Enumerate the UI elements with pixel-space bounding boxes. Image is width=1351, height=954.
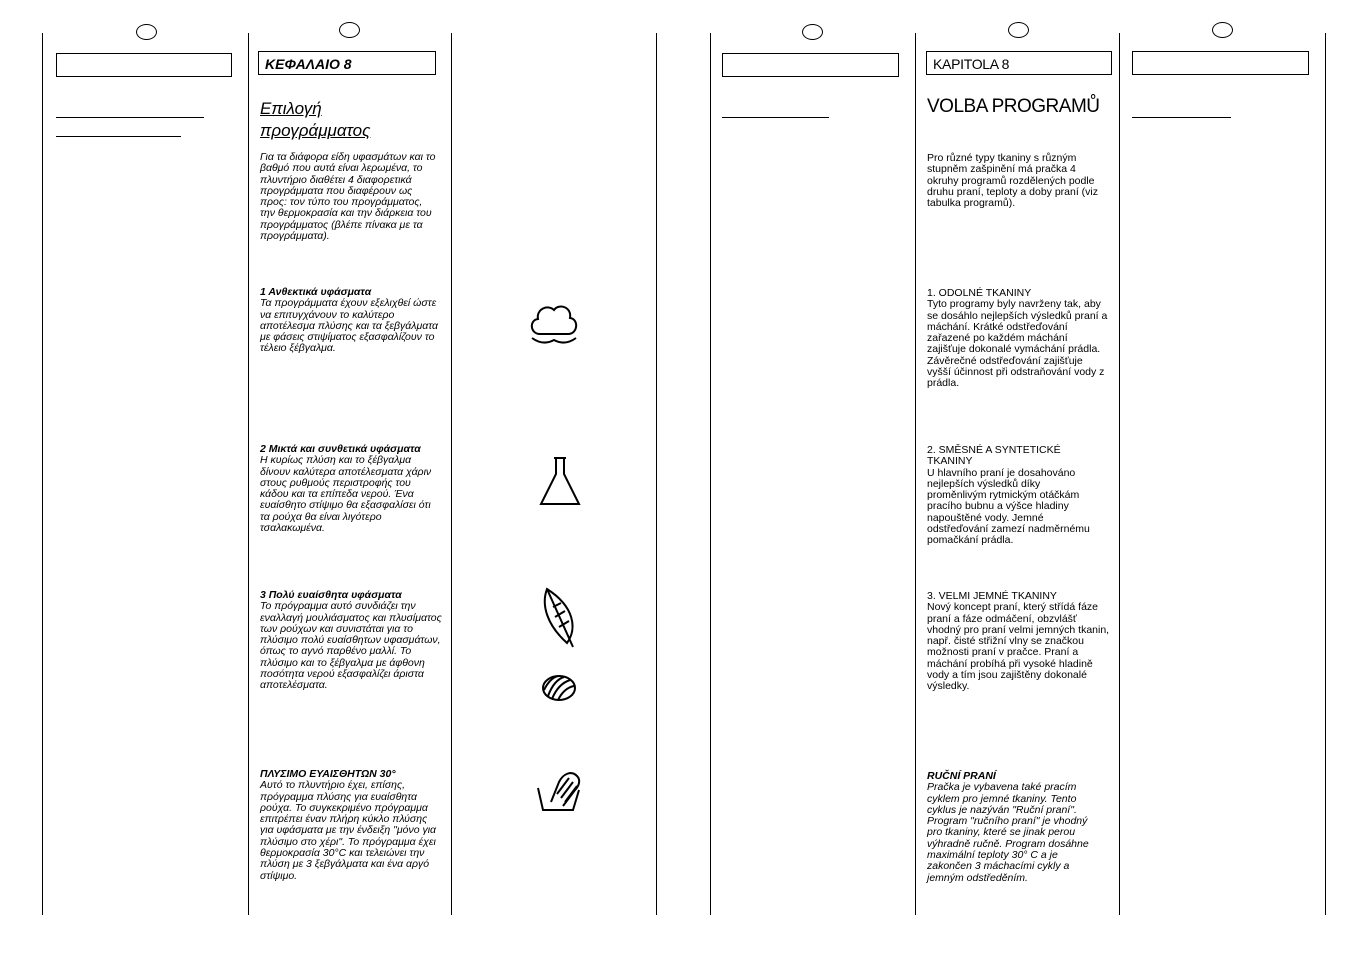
column-rule — [1325, 33, 1326, 915]
language-marker — [1212, 22, 1233, 38]
intro-paragraph-greek: Για τα διάφορα είδη υφασμάτων και το βαθμό που αυτά είναι λερωμένα, το πλυντήριο διαθέτει 4 διαφορετικά προγράμματα που διαφέρουν ως προς: τον τύπο του προγράμματος, την θερμοκρασία και την διάρκεια του προγράμματος (βλέπε πίνακα με τα προγράμματα). — [260, 151, 436, 243]
program-section-czech — [927, 591, 1111, 693]
column-rule — [42, 33, 43, 915]
language-marker — [1008, 22, 1029, 38]
synthetic-flask-icon — [537, 454, 583, 508]
section-heading: 3. VELMI JEMNÉ TKANINY — [927, 590, 1057, 602]
column-rule — [451, 33, 452, 915]
program-section-czech — [927, 288, 1109, 390]
section-body: Tyto programy byly navrženy tak, aby se dosáhlo nejlepších výsledků praní a máchání. Krátké odstřeďování zařazené po každém máchání zajišťuje dokonalé vymáchání prádla. Závěrečné odstřeďování zajišťuje vyšší účinnost při odstraňování vody z prádla. — [927, 298, 1108, 390]
section-heading: 2. SMĚSNÉ A SYNTETICKÉ TKANINY — [927, 444, 1061, 468]
program-section-czech — [927, 445, 1095, 547]
section-heading: 1. ODOLNÉ TKANINY — [927, 287, 1032, 299]
section-body: Η κυρίως πλύση και το ξέβγαλμα δίνουν καλύτερα αποτέλεσματα χάριν στους ρυθμούς περιστροφής του κάδου και τα επίπεδα νερού. Ένα ευαίσθητο στίψιμο θα εξασφαλίσει ότι τα ρούχα θα είναι λιγότερο τσαλακωμένα. — [260, 454, 432, 535]
language-marker — [802, 24, 823, 40]
program-section-greek — [260, 444, 440, 534]
language-marker — [136, 24, 157, 40]
section-heading: 1 Ανθεκτικά υφάσματα — [260, 286, 372, 298]
title-placeholder-line — [1132, 117, 1231, 118]
section-heading: 3 Πολύ ευαίσθητα υφάσματα — [260, 589, 402, 601]
column-rule — [656, 33, 657, 915]
column-rule — [248, 33, 249, 915]
program-section-czech — [927, 771, 1103, 884]
section-heading: 2 Μικτά και συνθετικά υφάσματα — [260, 443, 421, 455]
section-heading: RUČNÍ PRANÍ — [927, 770, 996, 782]
column-rule — [1119, 33, 1120, 915]
section-body: U hlavního praní je dosahováno nejlepších výsledků díky proměnlivým rytmickým otáčkám pracího bubnu a výšce hladiny napouštěné vody. Jemné odstřeďování zamezí nadměrnému pomačkání prádla. — [927, 466, 1090, 547]
program-section-greek — [260, 287, 442, 355]
chapter-box-greek — [258, 51, 436, 75]
cotton-wash-icon — [526, 300, 582, 352]
empty-chapter-box — [722, 53, 899, 77]
title-placeholder-line — [56, 136, 181, 137]
title-placeholder-line — [722, 117, 829, 118]
column-rule — [710, 33, 711, 915]
section-heading: ΠΛΥΣΙΜΟ ΕΥΑΙΣΘΗΤΩΝ 30° — [260, 768, 396, 780]
empty-chapter-box — [1132, 51, 1309, 75]
program-section-greek — [260, 769, 440, 882]
program-section-greek — [260, 590, 442, 692]
chapter-label: KAPITOLA 8 — [933, 56, 1010, 72]
column-rule — [915, 33, 916, 915]
delicate-feather-icon — [537, 585, 581, 649]
section-body: Nový koncept praní, který střídá fáze praní a fáze odmáčení, obzvlášť vhodný pro praní velmi jemných tkanin, např. čisté střižní vlny se značkou možnosti praní v pračce. Praní a máchání probíhá při vysoké hladině vody a tím jsou zajištěny dokonalé výsledky. — [927, 601, 1110, 693]
section-body: Pračka je vybavena také pracím cyklem pro jemné tkaniny. Tento cyklus je nazýván "Ruční praní". Program "ručního praní" je vhodný pro tkaniny, které se jinak perou výhradně ručně. Program dosáhne maximální teploty 30° C a je zakončen 3 máchacími cykly a jemným odstředěním. — [927, 781, 1089, 884]
title-placeholder-line — [56, 117, 204, 118]
wool-skein-icon — [540, 672, 578, 704]
section-title-czech: VOLBA PROGRAMŮ — [927, 96, 1100, 117]
chapter-box-czech — [926, 51, 1112, 75]
section-body: Το πρόγραμμα αυτό συνδιάζει την εναλλαγή μουλιάσματος και πλυσίματος των ρούχων και συνιστάται για το πλύσιμο πολύ ευαίσθητων υφασμάτων, όπως το αγνό παρθένο μαλλί. Το πλύσιμο και το ξέβγαλμα με άφθονη ποσότητα νερού εξασφαλίζει άριστα αποτελέσματα. — [260, 600, 442, 692]
section-body: Τα προγράμματα έχουν εξελιχθεί ώστε να επιτυγχάνουν το καλύτερο αποτέλεσμα πλύσης και τα ξεβγάλματα με φάσεις στιψίματος εξασφαλίζουν το τέλειο ξέβγαλμα. — [260, 297, 438, 355]
section-body: Αυτό το πλυντήριο έχει, επίσης, πρόγραμμα πλύσης για ευαίσθητα ρούχα. Το συγκεκριμένο πρόγραμμα επιτρέπει έναν πλήρη κύκλο πλύσης για υφάσματα με την ένδειξη "μόνο για πλύσιμο στο χέρι". Το πρόγραμμα έχει θερμοκρασία 30°C και τελειώνει την πλύση με 3 ξεβγάλματα και ένα αργό στίψιμο. — [260, 779, 437, 882]
language-marker — [339, 22, 360, 38]
section-title-greek: Επιλογή προγράμματος — [260, 99, 371, 140]
intro-paragraph-czech: Pro různé typy tkaniny s různým stupněm zašpinění má pračka 4 okruhy programů rozdělených podle druhu praní, teploty a doby praní (viz tabulka programů). — [927, 152, 1099, 210]
chapter-label: ΚΕΦΑΛΑΙΟ 8 — [265, 56, 352, 72]
hand-wash-icon — [535, 766, 585, 814]
empty-chapter-box — [56, 53, 232, 77]
